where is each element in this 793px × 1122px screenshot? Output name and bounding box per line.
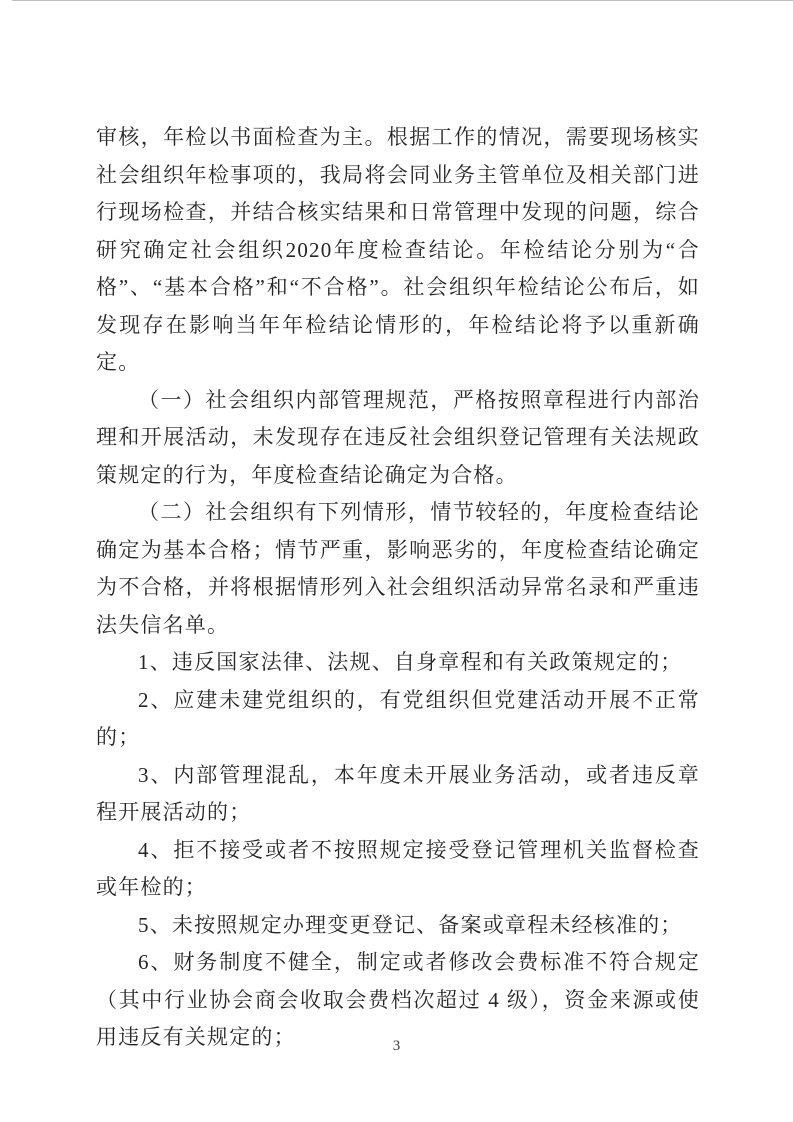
list-item-4: 4、拒不接受或者不按照规定接受登记管理机关监督检查或年检的； [96, 837, 700, 899]
list-item-3: 3、内部管理混乱，本年度未开展业务活动，或者违反章程开展活动的； [96, 762, 700, 824]
document-body [96, 119, 700, 1057]
paragraph-item-1: （一）社会组织内部管理规范，严格按照章程进行内部治理和开展活动，未发现存在违反社会组织登记管理有关法规政策规定的行为，年度检查结论确定为合格。 [96, 387, 700, 487]
scan-edge-line [12, 0, 793, 1]
list-item-5: 5、未按照规定办理变更登记、备案或章程未经核准的； [138, 912, 683, 937]
list-item-2: 2、应建未建党组织的，有党组织但党建活动开展不正常的； [96, 687, 700, 749]
paragraph-continuation: 审核，年检以书面检查为主。根据工作的情况，需要现场核实社会组织年检事项的，我局将会同业务主管单位及相关部门进行现场检查，并结合核实结果和日常管理中发现的问题，综合研究确定社会组织2020年度检查结论。年检结论分别为“合格”、“基本合格”和“不合格”。社会组织年检结论公布后，如发现存在影响当年年检结论情形的，年检结论将予以重新确定。 [96, 125, 700, 374]
paragraph-item-2: （二）社会组织有下列情形，情节较轻的，年度检查结论确定为基本合格；情节严重，影响恶劣的，年度检查结论确定为不合格，并将根据情形列入社会组织活动异常名录和严重违法失信名单。 [96, 500, 700, 637]
page-number: 3 [392, 1038, 401, 1054]
list-item-1: 1、违反国家法律、法规、自身章程和有关政策规定的； [138, 650, 683, 674]
list-item-6: 6、财务制度不健全，制定或者修改会费标准不符合规定（其中行业协会商会收取会费档次超过 4 级），资金来源或使用违反有关规定的； [96, 950, 700, 1049]
